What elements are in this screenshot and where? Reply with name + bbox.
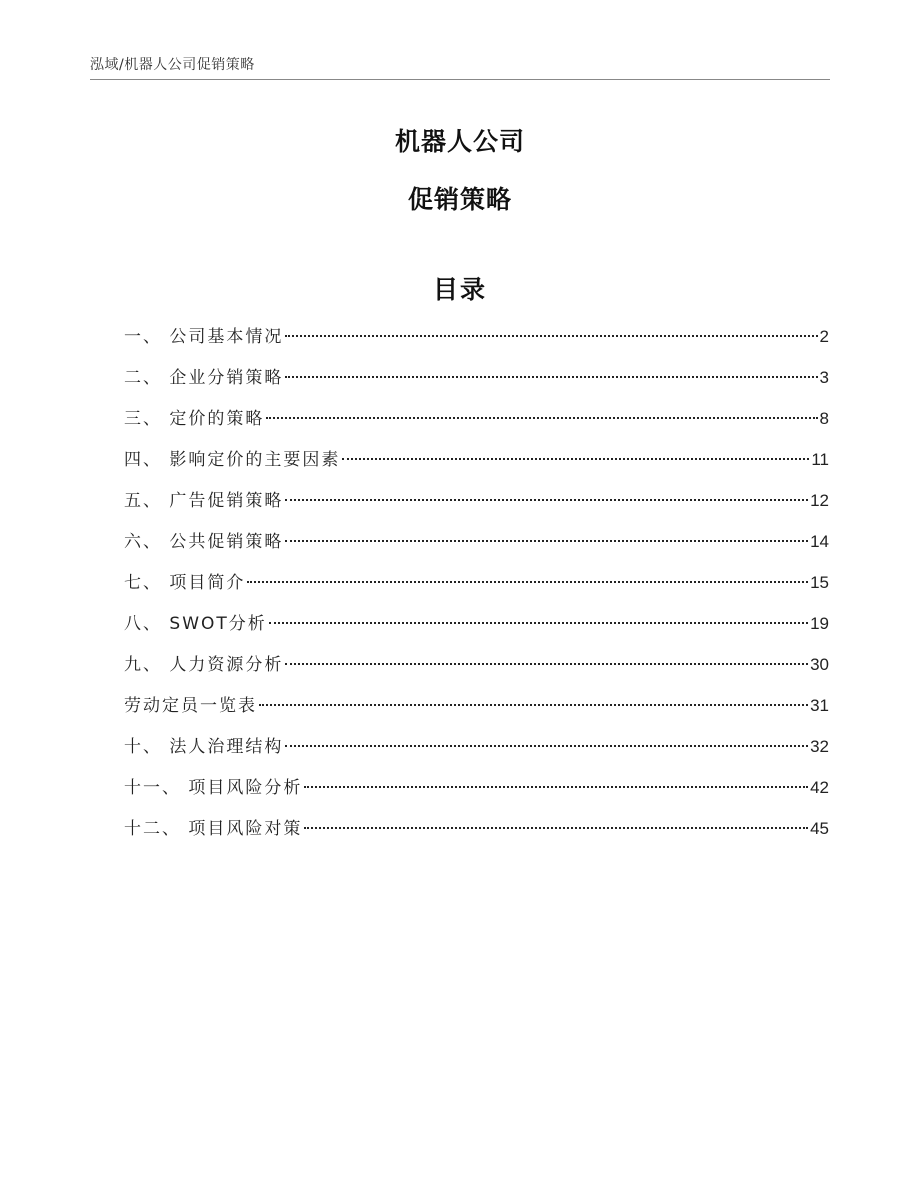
toc-entry-label: 公共促销策略 (169, 532, 284, 552)
toc-entry-page: 3 (819, 368, 829, 387)
toc-dot-leader (266, 417, 817, 419)
toc-entry-number: 一、 (124, 327, 170, 347)
toc-entry[interactable] (124, 445, 829, 486)
toc-dot-leader (304, 827, 808, 829)
toc-entry-label: SWOT分析 (169, 614, 267, 634)
toc-entry-page: 11 (811, 450, 829, 469)
toc-entry[interactable] (124, 322, 829, 363)
toc-entry-label: 影响定价的主要因素 (169, 450, 341, 470)
toc-dot-leader (285, 663, 808, 665)
toc-entry-label: 企业分销策略 (169, 368, 284, 388)
toc-dot-leader (342, 458, 809, 460)
toc-dot-leader (285, 540, 808, 542)
table-of-contents (124, 322, 829, 855)
toc-entry-label: 广告促销策略 (169, 491, 284, 511)
toc-entry-number: 十一、 (124, 778, 189, 798)
toc-dot-leader (285, 335, 817, 337)
document-subtitle: 促销策略 (407, 185, 512, 214)
toc-entry-number: 十二、 (124, 819, 189, 839)
toc-entry-page: 30 (810, 655, 829, 674)
toc-entry-page: 19 (810, 614, 829, 633)
document-title: 机器人公司 (394, 127, 525, 156)
toc-entry-number: 二、 (124, 368, 170, 388)
toc-entry-number: 五、 (124, 491, 170, 511)
toc-entry-page: 2 (819, 327, 829, 346)
toc-entry[interactable] (124, 773, 829, 814)
toc-entry[interactable] (124, 527, 829, 568)
toc-entry-page: 31 (810, 696, 829, 715)
toc-dot-leader (285, 745, 808, 747)
toc-entry-page: 45 (810, 819, 829, 838)
toc-entry-label: 定价的策略 (169, 409, 265, 429)
toc-entry[interactable] (124, 363, 829, 404)
toc-entry[interactable] (124, 486, 829, 527)
toc-entry-number: 四、 (124, 450, 170, 470)
toc-entry[interactable] (124, 609, 829, 650)
toc-heading: 目录 (432, 275, 487, 304)
toc-entry-page: 12 (810, 491, 829, 510)
toc-dot-leader (247, 581, 808, 583)
toc-entry-page: 8 (819, 409, 829, 428)
toc-entry-label: 法人治理结构 (169, 737, 284, 757)
toc-entry[interactable] (124, 732, 829, 773)
header-divider (90, 79, 830, 80)
toc-entry-number: 八、 (124, 614, 170, 634)
toc-entry-label: 人力资源分析 (169, 655, 284, 675)
toc-entry[interactable] (124, 814, 829, 855)
toc-entry[interactable] (124, 568, 829, 609)
toc-entry-number: 六、 (124, 532, 170, 552)
toc-entry-label: 劳动定员一览表 (124, 696, 257, 716)
toc-entry-number: 十、 (124, 737, 170, 757)
toc-entry-label: 公司基本情况 (169, 327, 284, 347)
toc-entry-page: 42 (810, 778, 829, 797)
running-header: 泓域/机器人公司促销策略 (90, 57, 255, 73)
toc-entry-label: 项目风险分析 (188, 778, 303, 798)
toc-entry-page: 32 (810, 737, 829, 756)
toc-dot-leader (269, 622, 808, 624)
toc-dot-leader (285, 499, 808, 501)
toc-entry-label: 项目简介 (169, 573, 246, 593)
toc-entry-label: 项目风险对策 (188, 819, 303, 839)
toc-entry-number: 三、 (124, 409, 170, 429)
toc-dot-leader (285, 376, 817, 378)
toc-entry-number: 七、 (124, 573, 170, 593)
toc-entry-page: 14 (810, 532, 829, 551)
toc-entry[interactable] (124, 650, 829, 691)
toc-entry-number: 九、 (124, 655, 170, 675)
toc-entry-page: 15 (810, 573, 829, 592)
toc-dot-leader (304, 786, 808, 788)
toc-entry[interactable] (124, 404, 829, 445)
toc-entry[interactable] (124, 691, 829, 732)
toc-dot-leader (259, 704, 808, 706)
